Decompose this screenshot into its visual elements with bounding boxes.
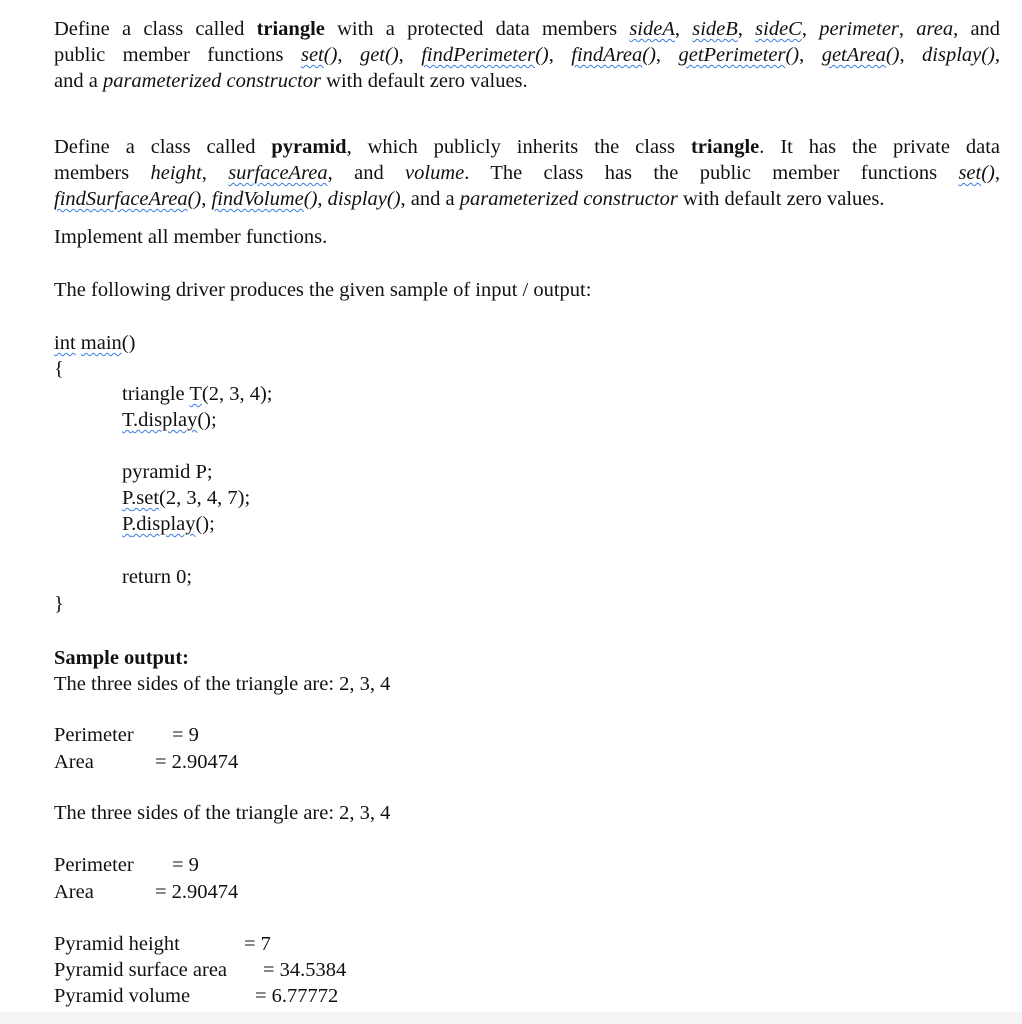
func-set: set: [300, 44, 324, 66]
parameterized-constructor: parameterized constructor: [459, 188, 678, 210]
code-line-triangle-display: T.display();: [122, 409, 217, 431]
func-findSurfaceArea: findSurfaceArea: [54, 188, 188, 210]
output-sides-line: The three sides of the triangle are: 2, 3, 4: [54, 802, 391, 824]
paragraph-line: Define a class called pyramid, which publicly inherits the class triangle. It has the private data: [54, 136, 1001, 158]
member-perimeter: perimeter: [819, 18, 899, 40]
class-name-triangle: triangle: [256, 18, 325, 40]
func-display: display: [327, 188, 387, 210]
output-pyramid-surface-value: = 34.5384: [263, 959, 347, 981]
code-line-return: return 0;: [122, 566, 193, 588]
output-pyramid-volume-label: Pyramid volume: [54, 985, 191, 1007]
triangle-description-paragraph: [54, 16, 1000, 94]
code-line-triangle-decl: triangle T(2, 3, 4);: [122, 383, 273, 405]
class-name-triangle: triangle: [690, 136, 760, 158]
member-volume: volume: [405, 162, 465, 184]
code-line-pyramid-decl: pyramid P;: [122, 461, 213, 483]
code-line-pyramid-display: P.display();: [122, 513, 215, 535]
sample-output-heading: Sample output:: [54, 647, 189, 669]
output-area-label: Area: [54, 751, 94, 773]
page-bottom-edge: [0, 1012, 1022, 1024]
paragraph-line: findSurfaceArea(), findVolume(), display(), and a parameterized constructor with default zero values.: [54, 188, 885, 210]
member-area: area: [916, 18, 954, 40]
code-line-main: int main(): [54, 332, 136, 354]
func-findPerimeter: findPerimeter: [421, 44, 536, 66]
paragraph-line: public member functions set(), get(), findPerimeter(), findArea(), getPerimeter(), getArea(), display(),: [54, 44, 1001, 66]
output-pyramid-volume-value: = 6.77772: [255, 985, 339, 1007]
func-findArea: findArea: [571, 44, 643, 66]
code-line-pyramid-set: P.set(2, 3, 4, 7);: [122, 487, 251, 509]
output-area-label: Area: [54, 881, 94, 903]
paragraph-line: and a parameterized constructor with default zero values.: [54, 70, 528, 92]
output-sides-line: The three sides of the triangle are: 2, 3, 4: [54, 673, 391, 695]
code-open-brace: {: [54, 358, 64, 380]
output-perimeter-label: Perimeter: [54, 724, 134, 746]
func-display: display: [922, 44, 982, 66]
code-close-brace: }: [54, 593, 64, 615]
func-findVolume: findVolume: [211, 188, 304, 210]
func-getPerimeter: getPerimeter: [678, 44, 786, 66]
output-pyramid-surface-label: Pyramid surface area: [54, 959, 228, 981]
driver-intro: The following driver produces the given sample of input / output:: [54, 279, 592, 301]
output-perimeter-value: = 9: [172, 724, 199, 746]
output-perimeter-label: Perimeter: [54, 854, 134, 876]
member-sideA: sideA: [629, 18, 675, 40]
output-area-value: = 2.90474: [155, 881, 239, 903]
output-perimeter-value: = 9: [172, 854, 199, 876]
paragraph-line: Define a class called triangle with a protected data members sideA, sideB, sideC, perimeter, area, and: [54, 18, 1001, 40]
implement-instruction: Implement all member functions.: [54, 226, 328, 248]
class-name-pyramid: pyramid: [271, 136, 347, 158]
parameterized-constructor: parameterized constructor: [102, 70, 322, 92]
paragraph-line: members height, surfaceArea, and volume. The class has the public member functions set(),: [54, 162, 1000, 184]
func-get: get: [359, 44, 385, 66]
output-area-value: = 2.90474: [155, 751, 239, 773]
func-set: set: [958, 162, 982, 184]
output-pyramid-height-label: Pyramid height: [54, 933, 180, 955]
pyramid-description-paragraph: [54, 134, 1000, 212]
func-getArea: getArea: [821, 44, 886, 66]
member-sideC: sideC: [755, 18, 802, 40]
member-sideB: sideB: [692, 18, 738, 40]
output-pyramid-height-value: = 7: [244, 933, 271, 955]
member-height: height: [150, 162, 202, 184]
member-surfaceArea: surfaceArea: [228, 162, 328, 184]
